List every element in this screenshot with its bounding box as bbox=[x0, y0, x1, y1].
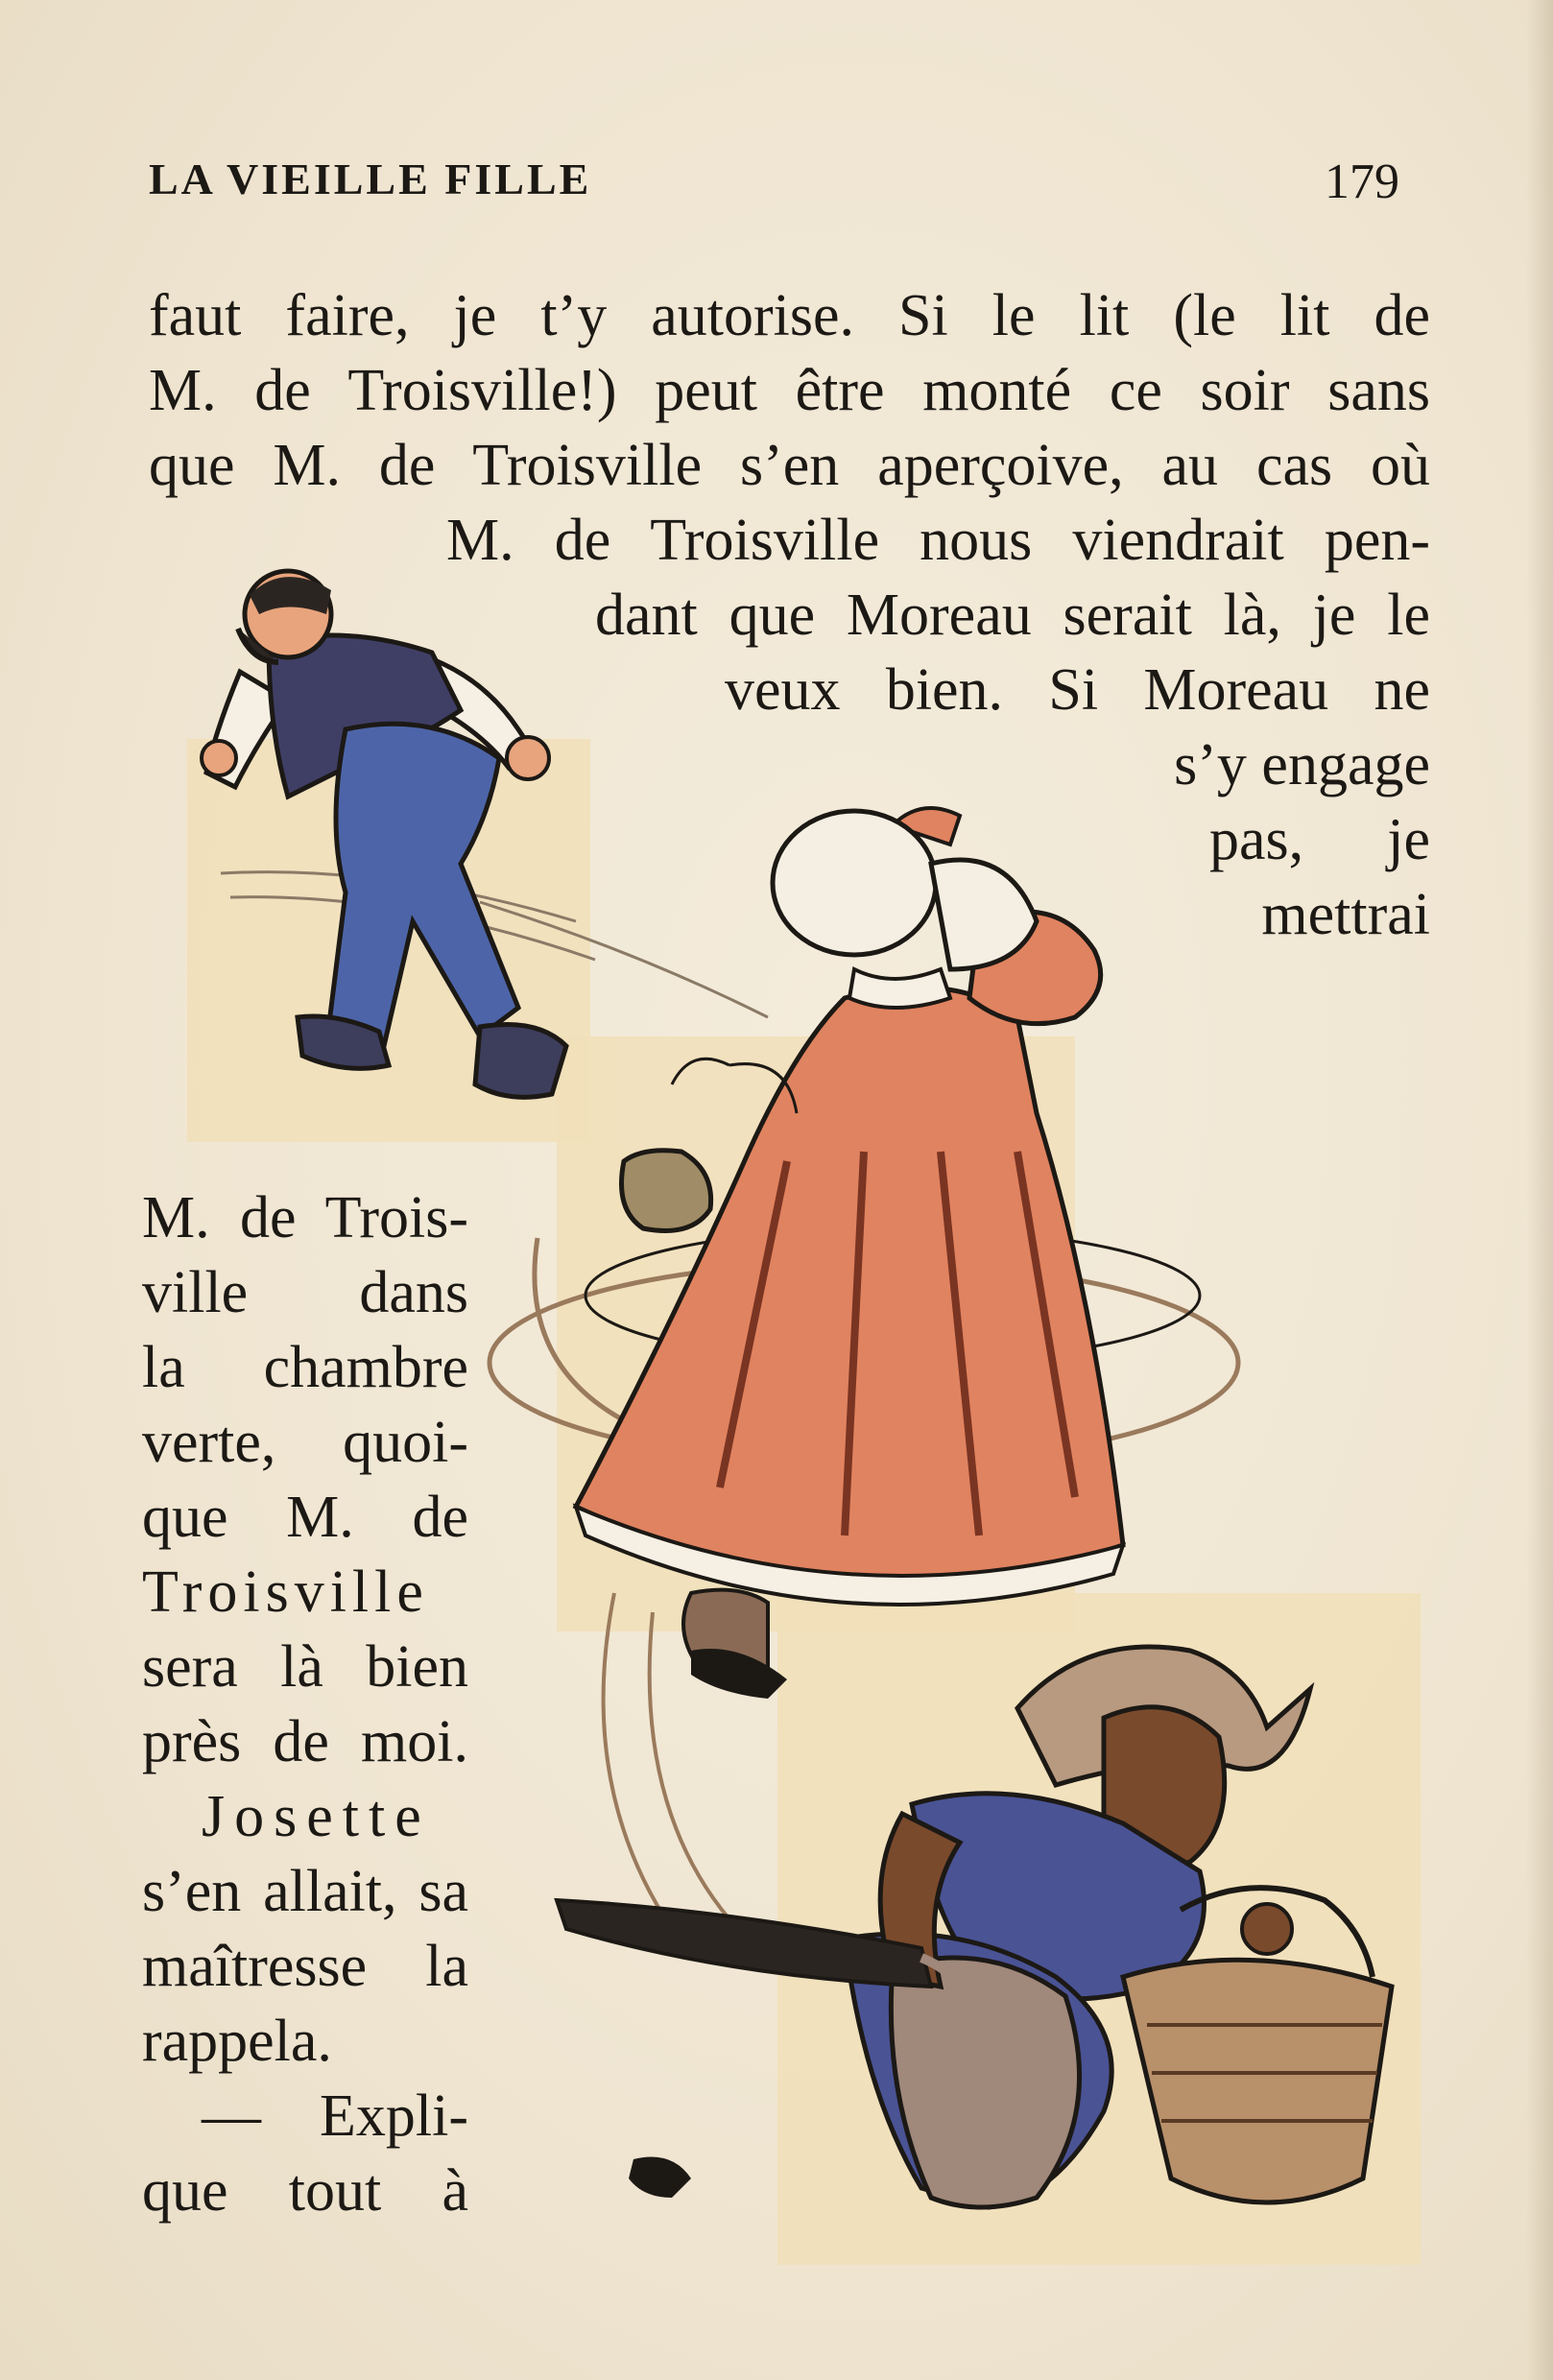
column-text-line: la chambre bbox=[142, 1335, 468, 1400]
column-text-line: Troisville bbox=[142, 1559, 429, 1625]
body-text-line: veux bien. Si Moreau ne bbox=[725, 657, 1430, 723]
column-text-line: verte, quoi- bbox=[142, 1410, 468, 1475]
column-text-line: M. de Trois- bbox=[142, 1185, 468, 1250]
column-text-line: rappela. bbox=[142, 2009, 332, 2074]
column-text-line: s’en allait, sa bbox=[142, 1859, 468, 1924]
body-text-line: s’y engage bbox=[1174, 732, 1430, 797]
body-text-line: mettrai bbox=[1261, 882, 1430, 947]
column-text-line: près de moi. bbox=[142, 1709, 468, 1774]
body-text-line: dant que Moreau serait là, je le bbox=[595, 583, 1430, 648]
column-text-line: sera là bien bbox=[142, 1634, 468, 1700]
body-text-line: que M. de Troisville s’en aperçoive, au cas où bbox=[149, 433, 1430, 498]
page-number: 179 bbox=[1325, 155, 1399, 209]
body-text-line: M. de Troisville nous viendrait pen- bbox=[446, 508, 1430, 573]
column-text-line: — Expli- bbox=[202, 2083, 468, 2149]
running-head: LA VIEILLE FILLE bbox=[149, 155, 592, 203]
column-text-line: que M. de bbox=[142, 1485, 468, 1550]
column-text-line: maîtresse la bbox=[142, 1934, 468, 1999]
body-text-line: M. de Troisville!) peut être monté ce soir sans bbox=[149, 358, 1430, 423]
column-text-line: que tout à bbox=[142, 2158, 468, 2224]
column-text-line: Josette bbox=[202, 1784, 431, 1849]
body-text-line: pas, je bbox=[1209, 807, 1430, 872]
body-text-line: faut faire, je t’y autorise. Si le lit (le lit de bbox=[149, 283, 1430, 348]
column-text-line: ville dans bbox=[142, 1260, 468, 1325]
